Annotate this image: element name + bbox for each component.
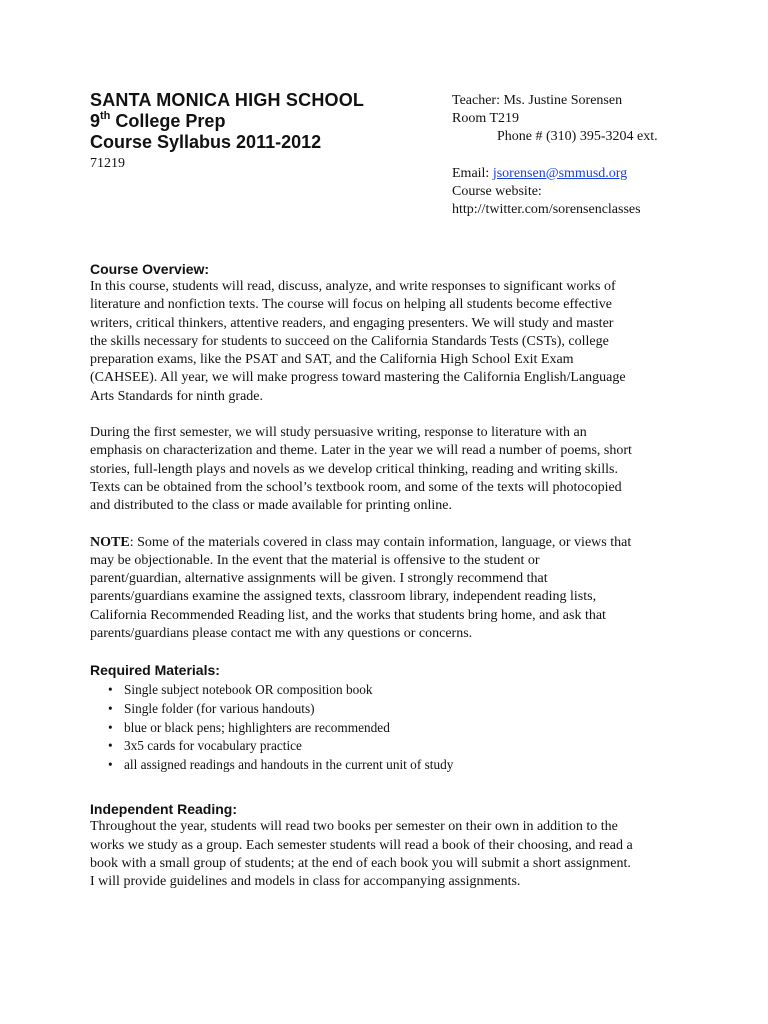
list-item: • 3x5 cards for vocabulary practice: [110, 737, 685, 756]
email-line: [452, 165, 752, 183]
list-item: • Single folder (for various handouts): [110, 700, 685, 719]
document-header-left: [90, 90, 430, 173]
text-line: literature and nonfiction texts. The course will focus on helping all students become effective: [90, 297, 612, 313]
text-line: I will provide guidelines and models in class for accompanying assignments.: [90, 874, 521, 890]
text-line: may be objectionable. In the event that the material is offensive to the student or: [90, 552, 540, 568]
list-item: • blue or black pens; highlighters are recommended: [110, 719, 685, 738]
text-line: emphasis on characterization and theme. Later in the year we will read a number of poems, short: [90, 443, 632, 459]
email-link[interactable]: jsorensen@smmusd.org: [492, 165, 628, 181]
bullet-icon: •: [108, 756, 113, 772]
grade-suffix: th: [100, 110, 111, 122]
text-line: book with a small group of students; at the end of each book you will submit a short assignment.: [90, 855, 631, 871]
teacher-name: Teacher: Ms. Justine Sorensen: [452, 93, 623, 108]
text-line: California Recommended Reading list, and the works that students bring home, and ask that: [90, 607, 606, 623]
note-first-line: : Some of the materials covered in class may contain information, language, or views that: [129, 534, 632, 550]
note-paragraph: [90, 534, 685, 644]
website-url[interactable]: http://twitter.com/sorensenclasses: [452, 202, 641, 218]
website-label: Course website:: [452, 183, 542, 199]
text-line: writers, critical thinkers, attentive readers, and engaging presenters. We will study and master: [90, 315, 614, 331]
bullet-icon: •: [108, 682, 113, 698]
independent-reading-paragraph: [90, 818, 685, 891]
text-line: preparation exams, like the PSAT and SAT, and the California High School Exit Exam: [90, 352, 574, 368]
phone-number: Phone # (310) 395-3204 ext.: [497, 129, 658, 145]
text-line: [90, 534, 685, 552]
course-code: 71219: [90, 156, 125, 171]
text-line: parents/guardians examine the assigned texts, classroom library, independent reading lists,: [90, 589, 597, 605]
text-line: Texts can be obtained from the school’s textbook room, and some of the texts will photocopied: [90, 479, 622, 495]
text-line: the skills necessary for students to succeed on the California Standards Tests (CSTs), college: [90, 333, 609, 349]
text-line: During the first semester, we will study persuasive writing, response to literature with an: [90, 425, 587, 441]
text-line: Arts Standards for ninth grade.: [90, 388, 264, 404]
text-line: works we study as a group. Each semester students will read a book of their choosing, and read a: [90, 837, 633, 853]
text-line: parents/guardians please contact me with any questions or concerns.: [90, 626, 473, 642]
materials-list: [90, 681, 685, 774]
school-name: SANTA MONICA HIGH SCHOOL: [90, 90, 365, 110]
grade-number: 9: [90, 111, 101, 131]
document-body: [90, 260, 685, 892]
room-number: Room T219: [452, 111, 520, 127]
text-line: In this course, students will read, discuss, analyze, and write responses to significant works of: [90, 279, 616, 294]
text-line: stories, full-length plays and novels as we develop critical thinking, reading and writing skills.: [90, 461, 619, 477]
text-line: (CAHSEE). All year, we will make progress toward mastering the California English/Language: [90, 370, 626, 386]
text-line: Throughout the year, students will read two books per semester on their own in addition to the: [90, 819, 618, 835]
course-name-rest: College Prep: [110, 111, 226, 131]
required-materials-heading: Required Materials:: [90, 662, 220, 679]
list-item: • all assigned readings and handouts in the current unit of study: [110, 756, 685, 775]
text-line: and distributed to the class or made available for printing online.: [90, 498, 452, 514]
list-item: • Single subject notebook OR composition book: [110, 681, 685, 700]
course-name: [90, 111, 430, 132]
note-label: NOTE: [90, 534, 130, 550]
course-overview-heading: Course Overview:: [90, 261, 210, 277]
course-overview-paragraph: [90, 278, 685, 406]
email-label: Email:: [452, 165, 493, 181]
syllabus-title: Course Syllabus 2011-2012: [90, 132, 322, 152]
text-line: parent/guardian, alternative assignments will be given. I strongly recommend that: [90, 571, 548, 587]
bullet-icon: •: [108, 700, 113, 716]
document-header-right: [452, 92, 752, 219]
bullet-icon: •: [108, 738, 113, 754]
bullet-icon: •: [108, 719, 113, 735]
semester-paragraph: [90, 424, 685, 515]
independent-reading-heading: Independent Reading:: [90, 801, 237, 818]
